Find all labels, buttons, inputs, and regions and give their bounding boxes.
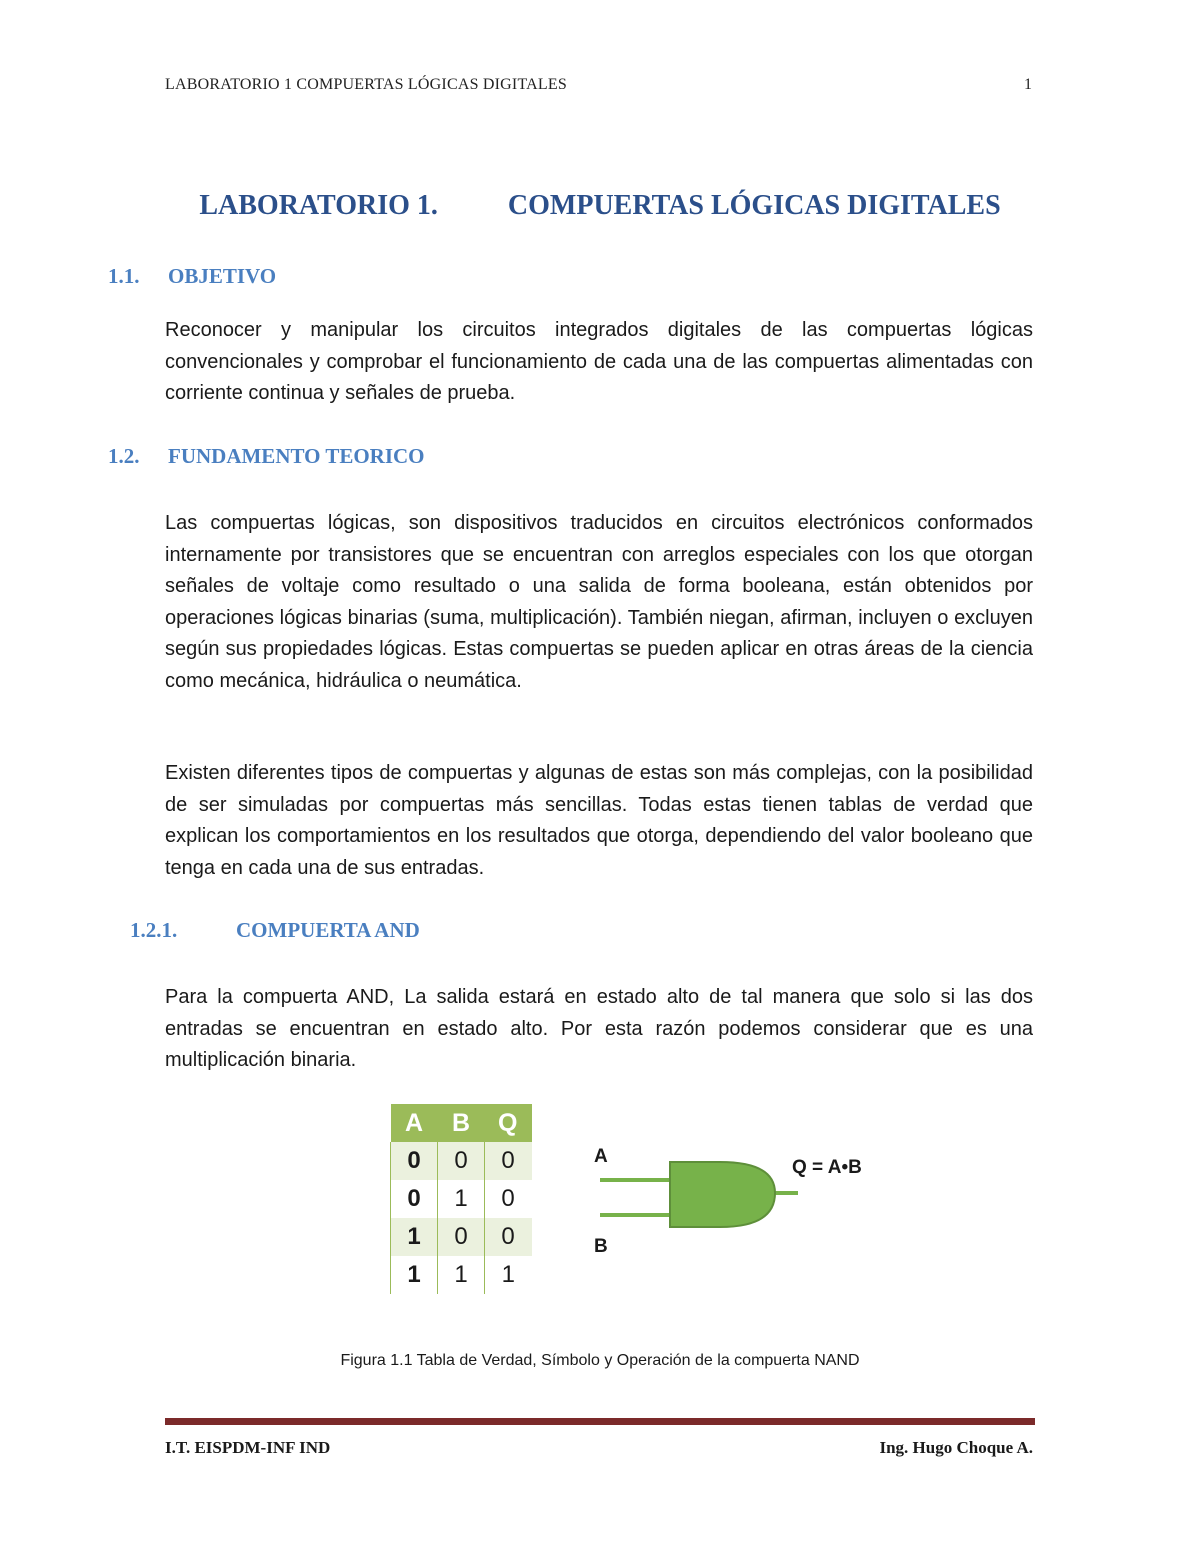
gate-input-a-label: A (594, 1146, 608, 1167)
section-heading-objetivo (108, 264, 276, 289)
header-cell: B (438, 1104, 485, 1142)
footer-author: Ing. Hugo Choque A. (879, 1438, 1033, 1457)
section-number: 1.2.1. (130, 918, 178, 942)
table-cell: 1 (438, 1180, 485, 1218)
table-cell: 1 (501, 1261, 515, 1288)
truth-table (390, 1104, 532, 1294)
truth-table-row (391, 1142, 532, 1180)
section-heading-and (130, 918, 420, 943)
figure-caption: Figura 1.1 Tabla de Verdad, Símbolo y Operación de la compuerta NAND (340, 1352, 860, 1369)
truth-table-header (391, 1104, 532, 1142)
running-header: LABORATORIO 1 COMPUERTAS LÓGICAS DIGITALES (165, 76, 567, 93)
gate-input-b-label: B (594, 1236, 608, 1257)
table-cell: 0 (391, 1142, 438, 1180)
fundamento-paragraph-1: Las compuertas lógicas, son dispositivos traducidos en circuitos electrónicos conformados internamente por transistores que se encuentran con arreglos especiales con los que otorgan señales de voltaje como resultado o una salida de forma booleana, están obtenidos por operaciones lógicas binarias (suma, multiplicación). También niegan, afirman, incluyen o excluyen según sus propiedades lógicas. Estas compuertas se pueden aplicar en otras áreas de la ciencia como mecánica, hidráulica o neumática. (165, 512, 1033, 692)
table-cell: 0 (438, 1218, 485, 1256)
table-cell: 0 (485, 1218, 532, 1256)
and-paragraph: Para la compuerta AND, La salida estará en estado alto de tal manera que solo si las dos entradas se encuentran en estado alto. Por esta razón podemos considerar que es una multiplicación binaria. (165, 986, 1033, 1071)
table-cell: 1 (438, 1256, 485, 1294)
page-number: 1 (1024, 76, 1032, 93)
table-cell: 1 (391, 1256, 438, 1294)
fundamento-paragraph-2: Existen diferentes tipos de compuertas y algunas de estas son más complejas, con la posibilidad de ser simuladas por compuertas más sencillas. Todas estas tienen tablas de verdad que explican los comportamientos en los resultados que otorga, dependiendo del valor booleano que tenga en cada una de sus entradas. (165, 762, 1033, 879)
table-cell: 0 (391, 1180, 438, 1218)
table-cell: 0 (501, 1185, 515, 1212)
section-number: 1.2. (108, 444, 140, 468)
title-label: LABORATORIO 1. (199, 190, 438, 221)
truth-table-row (391, 1256, 532, 1294)
section-title: COMPUERTA AND (236, 918, 420, 942)
section-title: OBJETIVO (168, 264, 277, 288)
footer-divider (165, 1418, 1035, 1425)
gate-output-label: Q = A•B (792, 1157, 862, 1178)
table-cell: 0 (485, 1142, 532, 1180)
truth-table-row (391, 1218, 532, 1256)
header-cell: A (391, 1104, 438, 1142)
table-cell: 1 (391, 1218, 438, 1256)
table-cell: 0 (438, 1142, 485, 1180)
header-cell: Q (485, 1104, 532, 1142)
document-title (0, 190, 1200, 222)
and-gate-body (670, 1162, 775, 1227)
truth-table-row (391, 1180, 532, 1218)
section-number: 1.1. (108, 264, 140, 288)
title-text: COMPUERTAS LÓGICAS DIGITALES (507, 190, 1001, 221)
section-title: FUNDAMENTO TEORICO (168, 444, 425, 468)
section-heading-fundamento (108, 444, 425, 469)
and-gate-diagram (590, 1140, 890, 1270)
objetivo-paragraph: Reconocer y manipular los circuitos integrados digitales de las compuertas lógicas convencionales y comprobar el funcionamiento de cada una de las compuertas alimentadas con corriente continua y señales de prueba. (165, 319, 1033, 404)
footer-institution: I.T. EISPDM-INF IND (165, 1438, 331, 1457)
